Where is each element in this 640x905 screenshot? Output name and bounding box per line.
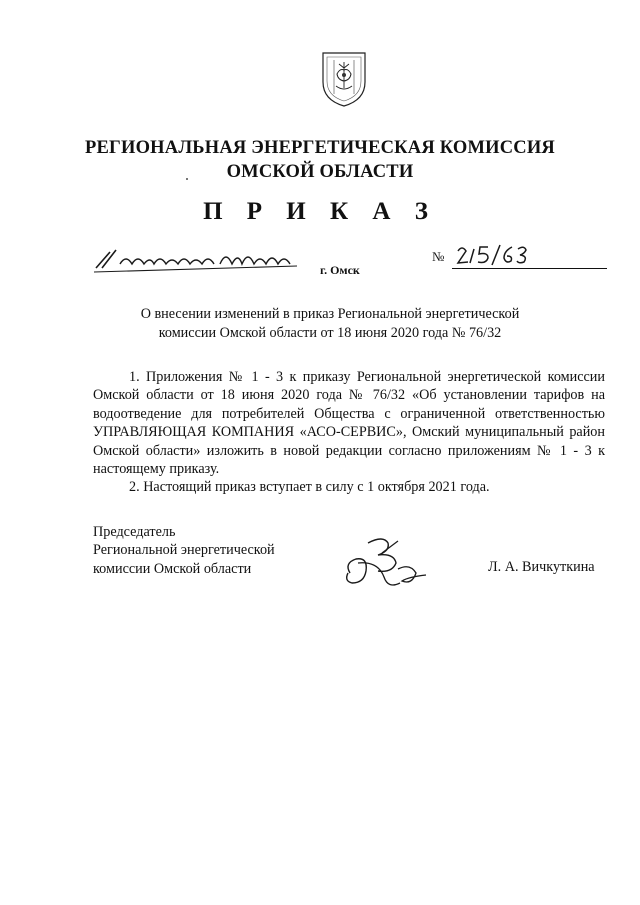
org-title-line1: РЕГИОНАЛЬНАЯ ЭНЕРГЕТИЧЕСКАЯ КОМИССИЯ [84, 138, 555, 158]
signatory-title [93, 523, 275, 578]
number-underline [452, 268, 607, 269]
body-paragraph-1: 1. Приложения № 1 - 3 к приказу Региональной энергетической комиссии Омской области от 18 июня 2020 года № 76/32 «Об установлении тарифов на водоотведение для потребителей Общества с ограниченной ответственностью УПРАВЛЯЮЩАЯ КОМПАНИЯ «АСО-СЕРВИС», Омский муниципальный район Омской области» изложить в новой редакции согласно приложениям № 1 - 3 к настоящему приказу. [93, 369, 605, 478]
signatory-title-line2: Региональной энергетической [93, 542, 275, 559]
signatory-title-line1: Председатель [93, 524, 176, 540]
order-number [432, 247, 607, 269]
city-label: г. Омск [320, 263, 360, 277]
handwritten-date [92, 246, 302, 276]
document-type-heading: П Р И К А З [203, 198, 437, 225]
body-paragraph-2: 2. Настоящий приказ вступает в силу с 1 октября 2021 года. [129, 479, 490, 496]
signatory-name: Л. А. Вичкуткина [488, 559, 595, 575]
number-sign: № [432, 249, 445, 264]
coat-of-arms-icon [320, 50, 368, 108]
handwritten-signature [338, 533, 433, 595]
handwritten-number [452, 243, 562, 267]
org-title-line2: ОМСКОЙ ОБЛАСТИ [226, 162, 414, 182]
order-subject: О внесении изменений в приказ Региональной энергетической комиссии Омской области от 18 июня 2020 года № 76/32 [140, 306, 520, 341]
order-body [93, 368, 605, 497]
signatory-title-line3: комиссии Омской области [93, 560, 252, 577]
